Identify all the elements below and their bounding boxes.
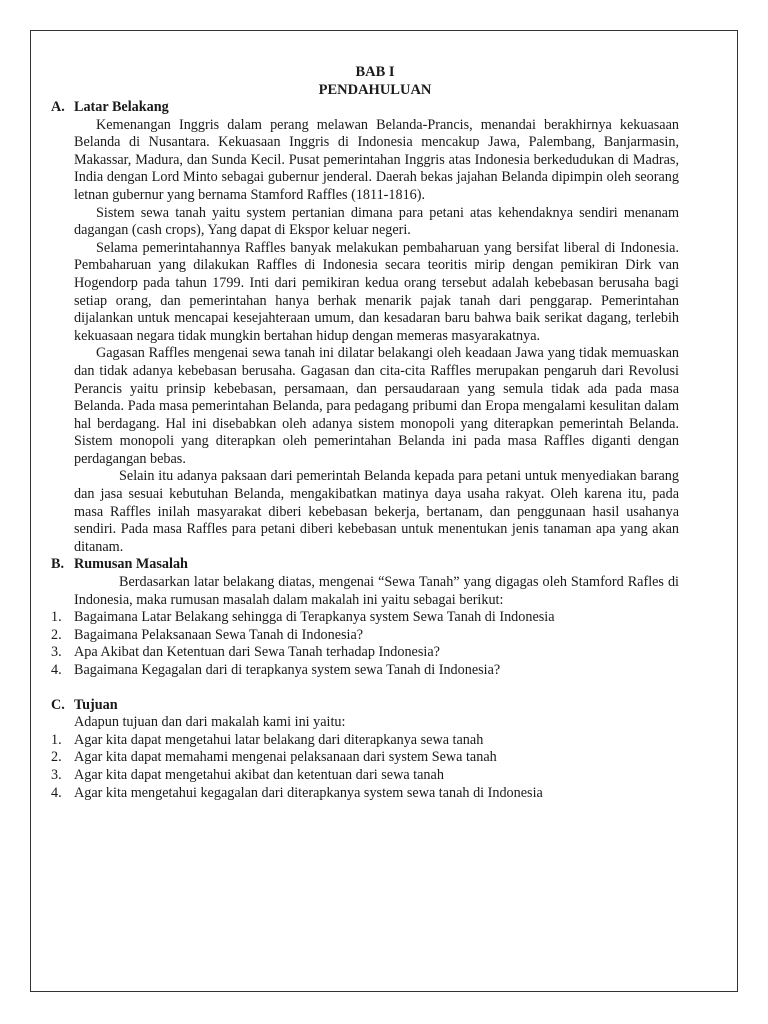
chapter-title: PENDAHULUAN bbox=[318, 81, 432, 98]
chapter-heading bbox=[51, 64, 679, 99]
list-item: 1. Agar kita dapat mengetahui latar belakang dari diterapkanya sewa tanah bbox=[51, 731, 484, 748]
list-item: 2. Agar kita dapat memahami mengenai pelaksanaan dari system Sewa tanah bbox=[51, 749, 497, 766]
paragraph: Kemenangan Inggris dalam perang melawan Belanda-Prancis, menandai berakhirnya kekuasaan Belanda di Nusantara. Kekuasaan Inggris di Indonesia mencakup Jawa, Palembang, Banjarmasin, Makassar, Madura, dan Sunda Kecil. Pusat pemerintahan Inggris atas Indonesia berkedudukan di Madras, India dengan Lord Minto sebagai gubernur jenderal. Daerah bekas jajahan Belanda dipimpin oleh seorang letnan gubernur yang bernama Stamford Raffles (1811-1816). bbox=[74, 116, 679, 203]
list-item: 1. Bagaimana Latar Belakang sehingga di Terapkanya system Sewa Tanah di Indonesia bbox=[51, 609, 555, 626]
section-b-title: Rumusan Masalah bbox=[74, 556, 188, 573]
list-item: 4. Agar kita mengetahui kegagalan dari diterapkanya system sewa tanah di Indonesia bbox=[51, 784, 543, 801]
goal-list bbox=[51, 732, 679, 802]
paragraph: Gagasan Raffles mengenai sewa tanah ini dilatar belakangi oleh keadaan Jawa yang tidak memuaskan dan tidak adanya kebebasan berusaha. Gagasan dan cita-cita Raffles merupakan pengaruh dari Revolusi Perancis yaitu prinsip kebebasan, persamaan, dan persaudaraan yang semula tidak ada pada masa Belanda. Pada masa pemerintahan Belanda, para pedagang pribumi dan Eropa mengalami kesulitan dalam hal berdagang. Hal ini disebabkan oleh adanya sistem monopoli yang diterapkan pemerintah Belanda. Sistem monopoli yang diterapkan oleh pemerintahan Belanda ini pada masa Raffles diganti dengan perdagangan bebas. bbox=[74, 345, 679, 467]
problem-list bbox=[51, 609, 679, 679]
section-b-heading bbox=[51, 556, 679, 574]
paragraph: Sistem sewa tanah yaitu system pertanian dimana para petani atas kehendaknya sendiri menanam dagangan (cash crops), Yang dapat di Ekspor keluar negeri. bbox=[74, 204, 679, 239]
paragraph: Selama pemerintahannya Raffles banyak melakukan pembaharuan yang bersifat liberal di Indonesia. Pembaharuan yang dilakukan Raffles di Indonesia secara teoritis mirip dengan pemikiran Dirk van Hogendorp pada tahun 1799. Inti dari pemikiran kedua orang tersebut adalah kebebasan berusaha bagi setiap orang, dan pemerintahan hanya berhak menarik pajak tanah dari penggarap. Pemerintahan dijalankan untuk mencapai kesejahteraan umum, dan kesadaran baru bahwa baik serikat dagang, terlebih kekuasaan negara tidak mungkin bertahan hidup dengan memeras masyarakatnya. bbox=[74, 239, 679, 344]
section-a-title: Latar Belakang bbox=[74, 99, 169, 115]
list-item: 4. Bagaimana Kegagalan dari di terapkanya system sewa Tanah di Indonesia? bbox=[51, 662, 501, 678]
list-item: 2. Bagaimana Pelaksanaan Sewa Tanah di Indonesia? bbox=[51, 626, 364, 643]
section-c-title: Tujuan bbox=[74, 696, 118, 713]
chapter-number: BAB I bbox=[355, 64, 395, 80]
list-item: 3. Apa Akibat dan Ketentuan dari Sewa Tanah terhadap Indonesia? bbox=[51, 644, 440, 661]
section-c-intro: Adapun tujuan dan dari makalah kami ini yaitu: bbox=[74, 714, 346, 731]
section-a-letter: A. bbox=[51, 99, 65, 115]
list-item: 3. Agar kita dapat mengetahui akibat dan ketentuan dari sewa tanah bbox=[51, 766, 444, 783]
paragraph: Selain itu adanya paksaan dari pemerintah Belanda kepada para petani untuk menyediakan barang dan jasa sesuai kebutuhan Belanda, mengakibatkan matinya daya usaha rakyat. Oleh karena itu, pada masa Raffles inilah masyarakat diberi kebebasan bekerja, bertanam, dan penggunaan hasil usahanya sendiri. Pada masa Raffles para petani diberi kebebasan untuk menentukan jenis tanaman apa yang akan ditanam. bbox=[74, 468, 679, 555]
document-body bbox=[51, 64, 679, 802]
section-c-letter: C. bbox=[51, 696, 65, 713]
section-b-intro: Berdasarkan latar belakang diatas, mengenai “Sewa Tanah” yang digagas oleh Stamford Rafles di Indonesia, maka rumusan masalah dalam makalah ini yaitu sebagai berikut: bbox=[74, 574, 679, 608]
section-b-letter: B. bbox=[51, 556, 65, 573]
spacer bbox=[51, 680, 679, 697]
section-a-heading bbox=[51, 99, 679, 117]
section-c-heading bbox=[51, 697, 679, 715]
